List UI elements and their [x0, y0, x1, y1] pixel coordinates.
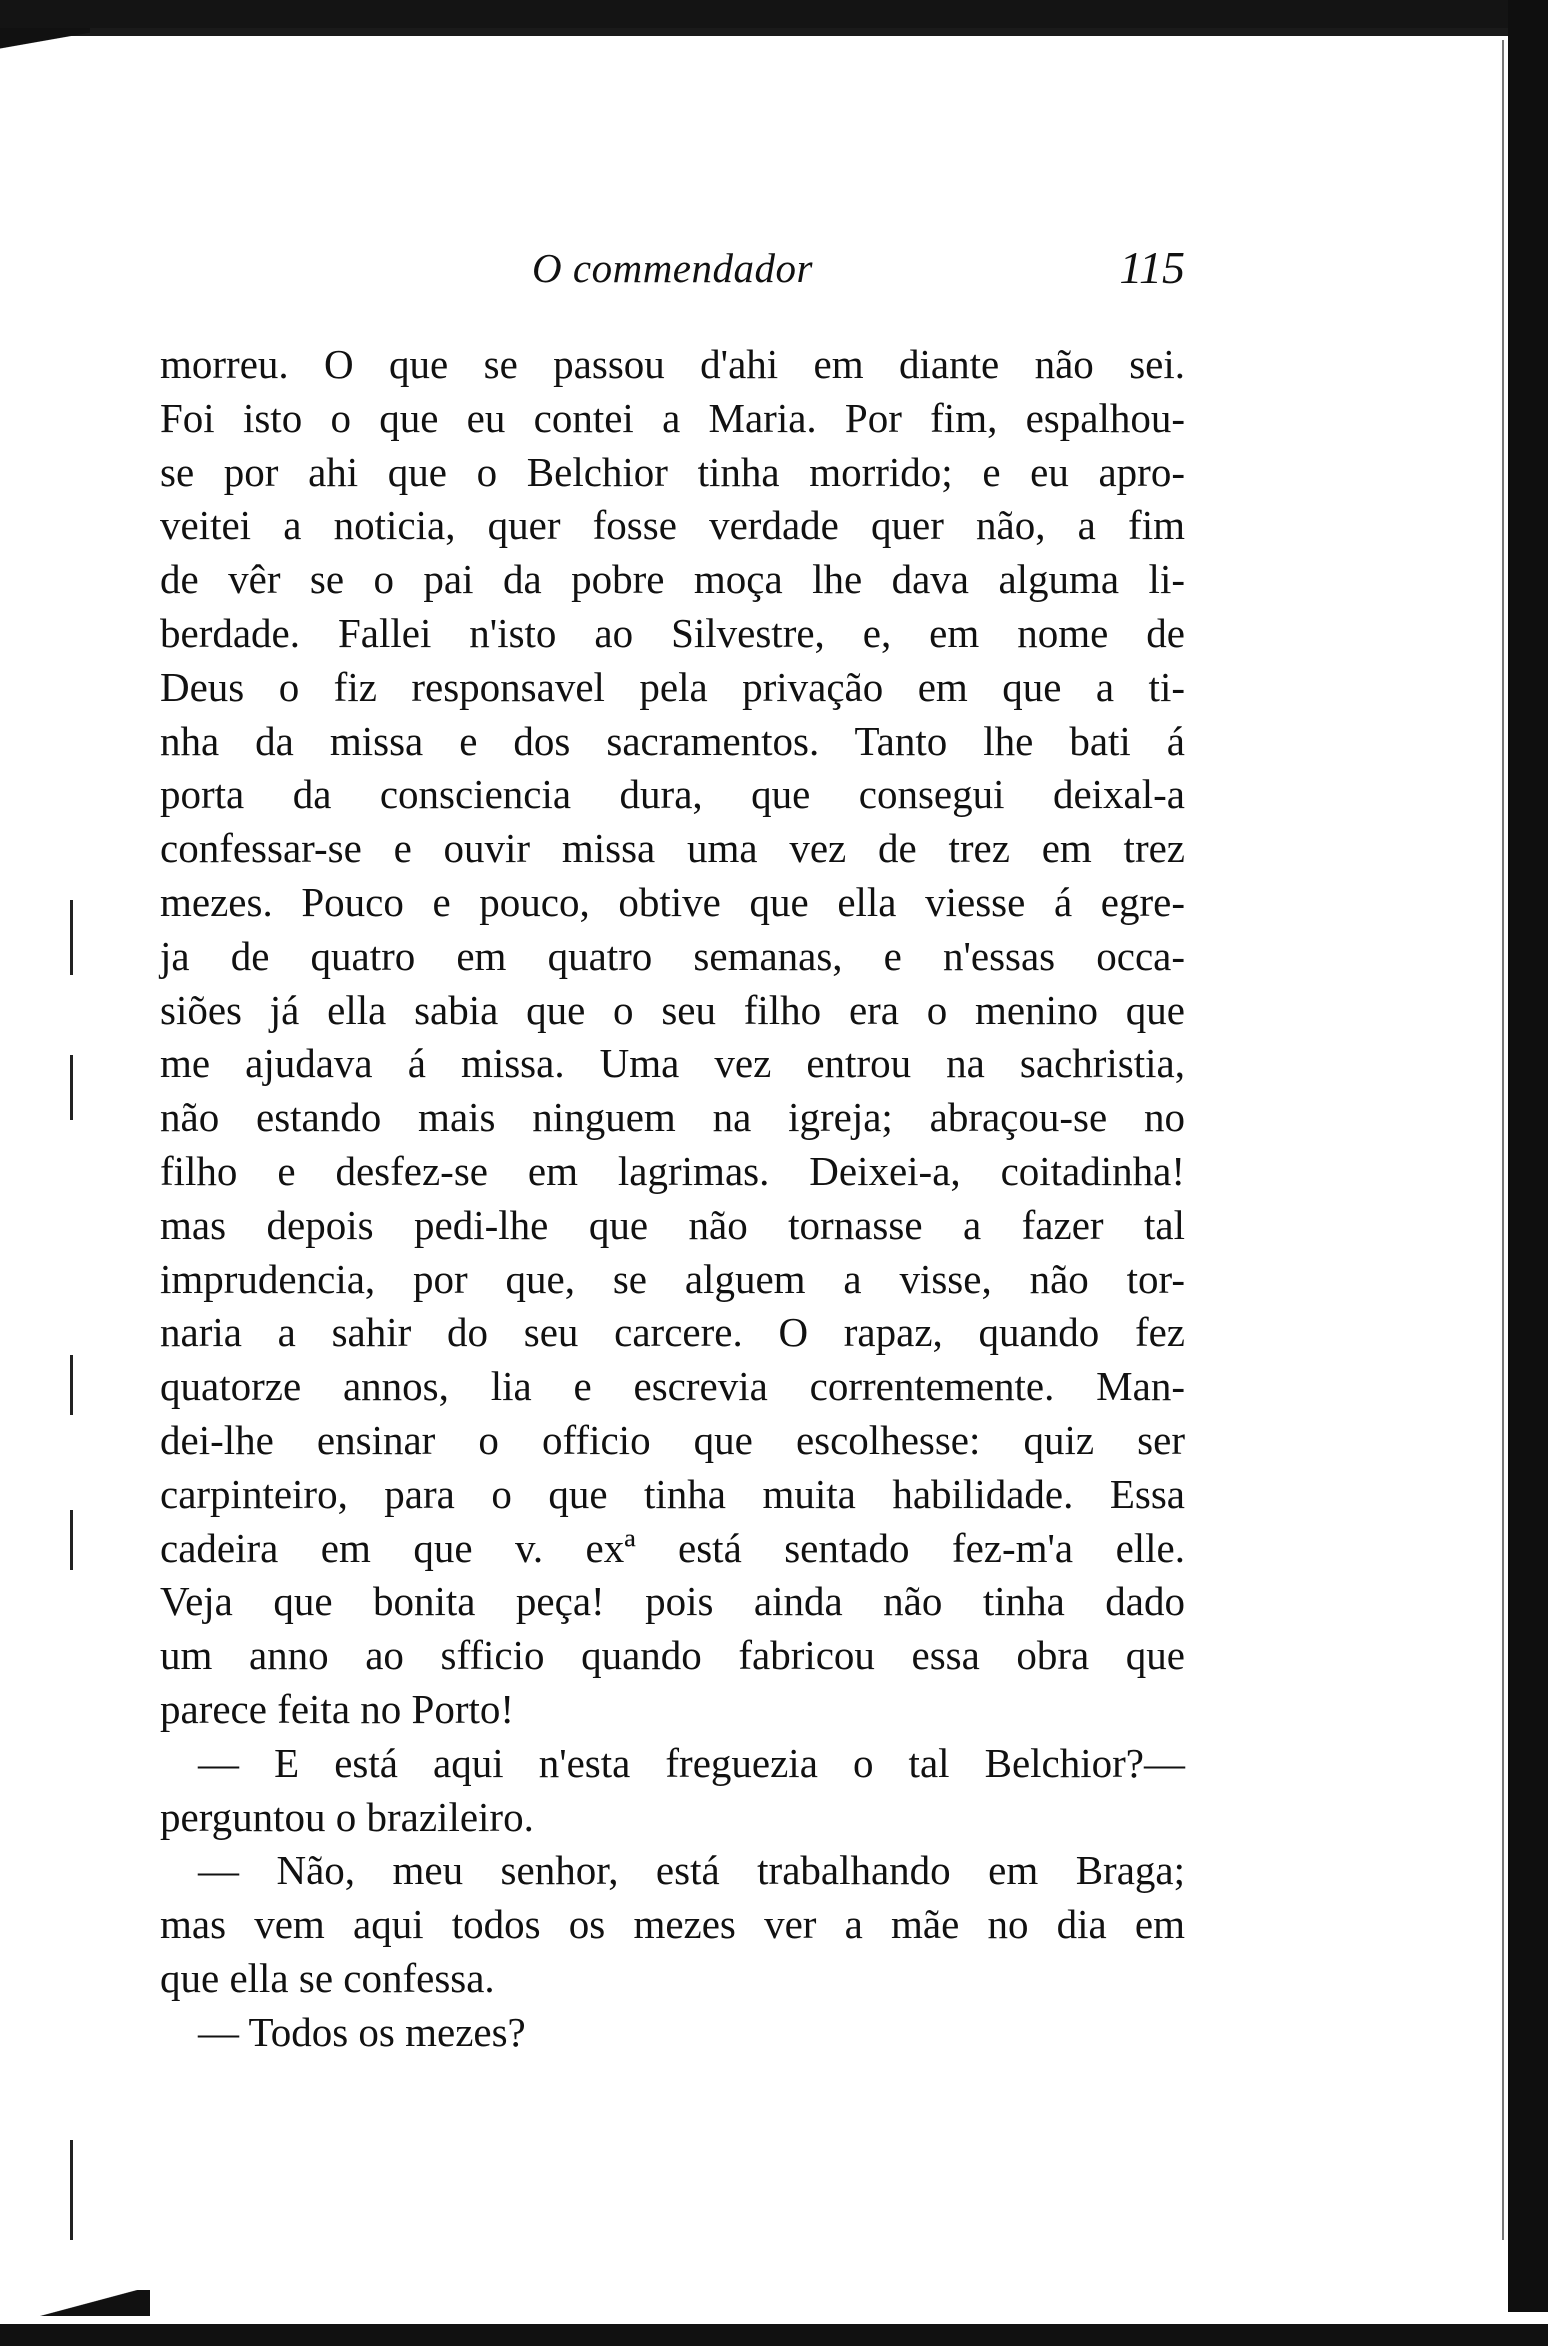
text-line: quatorze annos, lia e escrevia correntemente. Man- [160, 1363, 1185, 1410]
text-line: Deus o fiz responsavel pela privação em que a ti- [160, 663, 1185, 710]
body-text [160, 338, 1185, 2060]
text-line: — E está aqui n'esta freguezia o tal Belchior?— [198, 1739, 1185, 1786]
text-line: — Todos os mezes? [198, 2008, 526, 2055]
margin-mark [70, 1055, 73, 1120]
text-line: filho e desfez-se em lagrimas. Deixei-a, coitadinha! [160, 1147, 1185, 1194]
text-line: nha da missa e dos sacramentos. Tanto lhe bati á [160, 717, 1185, 764]
text-line: Foi isto o que eu contei a Maria. Por fim, espalhou- [160, 394, 1185, 441]
margin-mark [70, 1510, 73, 1570]
margin-mark [70, 2140, 73, 2240]
text-line: me ajudava á missa. Uma vez entrou na sachristia, [160, 1040, 1185, 1087]
margin-mark [70, 1355, 73, 1415]
scan-right-border [1508, 0, 1548, 2346]
text-line: um anno ao sfficio quando fabricou essa obra que [160, 1632, 1185, 1679]
text-line: berdade. Fallei n'isto ao Silvestre, e, em nome de [160, 609, 1185, 656]
text-line: não estando mais ninguem na igreja; abraçou-se no [160, 1094, 1185, 1141]
text-line: imprudencia, por que, se alguem a visse, não tor- [160, 1255, 1185, 1302]
scan-right-edge [1498, 40, 1508, 2240]
text-line: porta da consciencia dura, que consegui deixal-a [160, 771, 1185, 818]
running-title: O commendador [532, 245, 813, 291]
text-line: cadeira em que v. exª está sentado fez-m'a elle. [160, 1524, 1185, 1571]
scan-top-shadow [60, 28, 1548, 54]
text-line: mas depois pedi-lhe que não tornasse a fazer tal [160, 1201, 1185, 1248]
text-line: siões já ella sabia que o seu filho era o menino que [160, 986, 1185, 1033]
text-line: de vêr se o pai da pobre moça lhe dava alguma li- [160, 556, 1185, 603]
text-line: naria a sahir do seu carcere. O rapaz, quando fez [160, 1309, 1185, 1356]
scan-top-border [0, 0, 1548, 28]
text-line: que ella se confessa. [160, 1954, 495, 2001]
scan-bottom-border [0, 2312, 1548, 2346]
scan-top-left-corner [0, 28, 90, 70]
text-line: Veja que bonita peça! pois ainda não tinha dado [160, 1578, 1185, 1625]
text-line: mezes. Pouco e pouco, obtive que ella viesse á egre- [160, 878, 1185, 925]
text-line: morreu. O que se passou d'ahi em diante não sei. [160, 341, 1185, 387]
text-line: se por ahi que o Belchior tinha morrido; e eu apro- [160, 448, 1185, 495]
text-line: dei-lhe ensinar o officio que escolhesse: quiz ser [160, 1416, 1185, 1463]
scan-bottom-left-corner [0, 2290, 150, 2316]
text-line: ja de quatro em quatro semanas, e n'essas occa- [160, 932, 1185, 979]
text-line: mas vem aqui todos os mezes ver a mãe no dia em [160, 1901, 1185, 1948]
margin-mark [70, 900, 73, 975]
running-head [160, 238, 1185, 298]
text-line: parece feita no Porto! [160, 1685, 515, 1732]
text-line: confessar-se e ouvir missa uma vez de trez em trez [160, 825, 1185, 872]
text-line: — Não, meu senhor, está trabalhando em Braga; [198, 1847, 1185, 1894]
page-number: 115 [1119, 242, 1185, 293]
text-line: carpinteiro, para o que tinha muita habilidade. Essa [160, 1470, 1185, 1517]
text-line: veitei a noticia, quer fosse verdade quer não, a fim [160, 502, 1185, 549]
text-line: perguntou o brazileiro. [160, 1793, 534, 1840]
